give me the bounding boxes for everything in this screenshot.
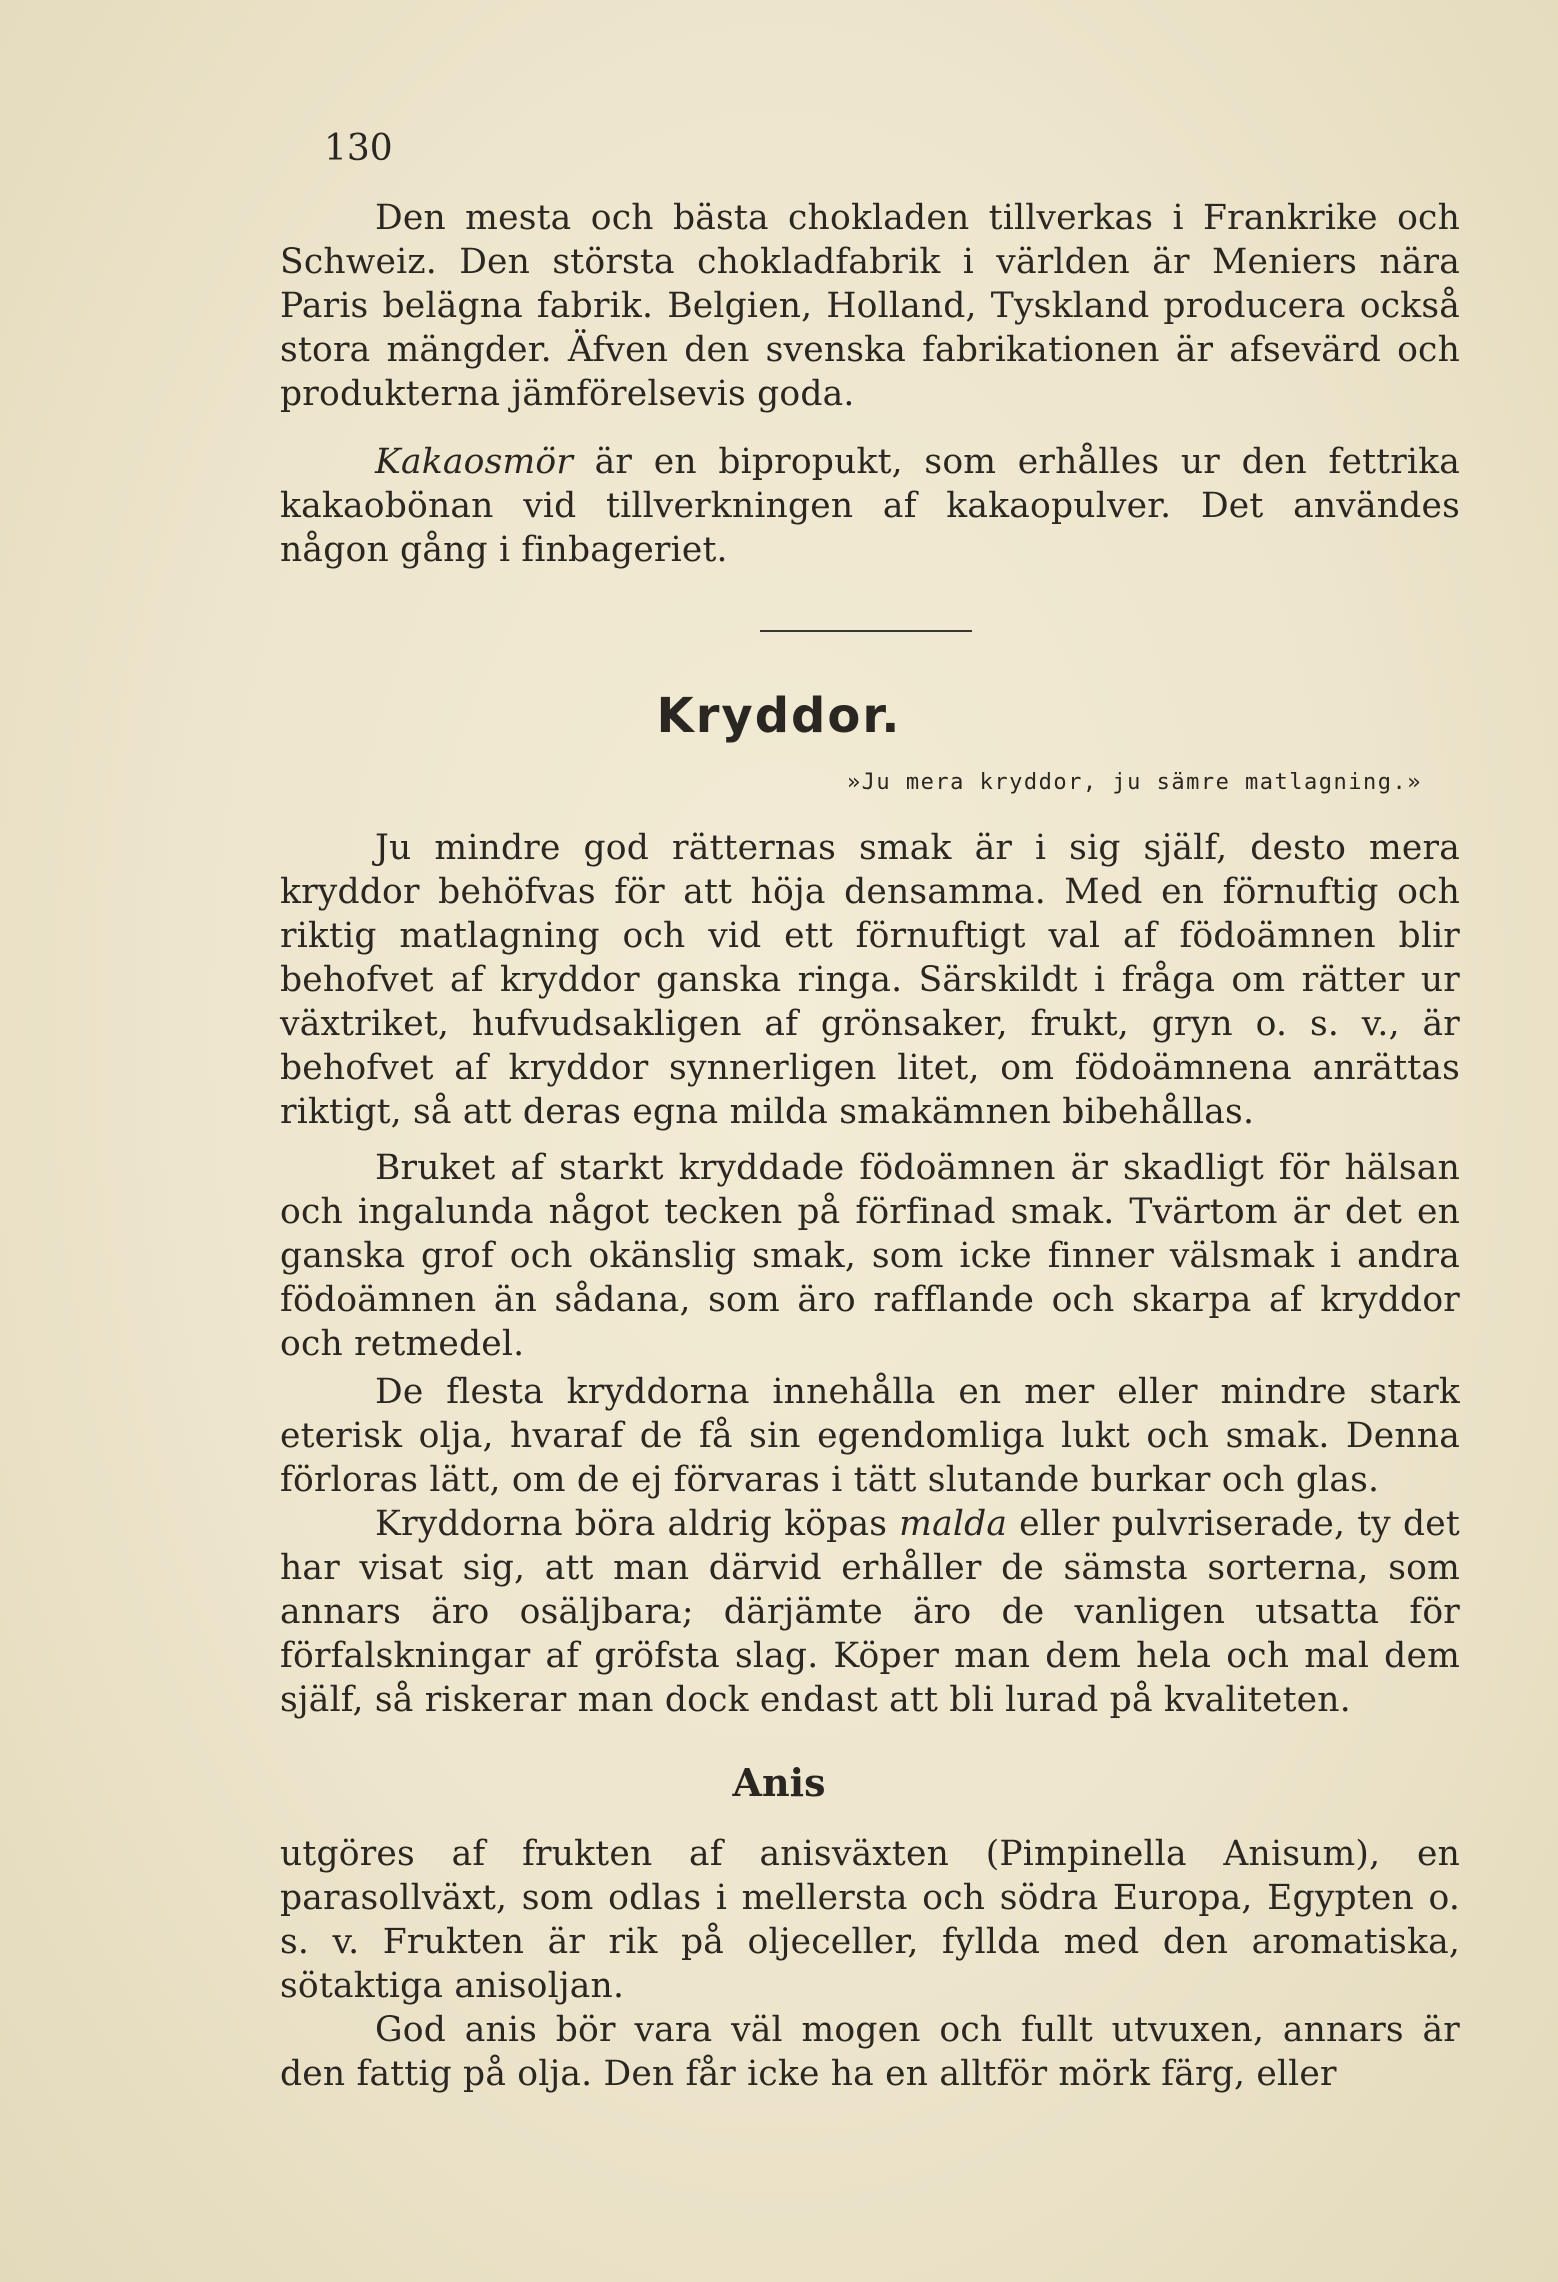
paragraph-kryddor-need	[280, 826, 1460, 1134]
section-divider	[760, 630, 972, 632]
paragraph-text: utgöres af frukten af anisväxten (Pimpinella Anisum), en parasollväxt, som odlas i mellersta och södra Europa, Egypten o. s. v. Frukten är rik på oljeceller, fyllda med den aromatiska, sötaktiga anisoljan.	[280, 1834, 1460, 2006]
paragraph-text: Den mesta och bästa chokladen tillverkas i Frankrike och Schweiz. Den största chokladfabrik i världen är Meniers nära Paris belägna fabrik. Belgien, Holland, Tyskland producera också stora mängder. Äfven den svenska fabrikationen är afsevärd och produkterna jämförelsevis goda.	[280, 198, 1460, 414]
paragraph-text: Bruket af starkt kryddade födoämnen är skadligt för hälsan och ingalunda något tecken på förfinad smak. Tvärtom är det en ganska grof och okänslig smak, som icke finner välsmak i andra födoämnen än sådana, som äro rafflande och skarpa af kryddor och retmedel.	[280, 1148, 1460, 1364]
page-number: 130	[324, 128, 393, 169]
paragraph-text: Ju mindre god rätternas smak är i sig själf, desto mera kryddor behöfvas för att höja densamma. Med en förnuftig och riktig matlagning och vid ett förnuftigt val af födoämnen blir behofvet af kryddor ganska ringa. Särskildt i fråga om rätter ur växtriket, hufvudsakligen af grönsaker, frukt, gryn o. s. v., är behofvet af kryddor synnerligen litet, om födoämnena anrättas riktigt, så att deras egna milda smakämnen bibehållas.	[280, 828, 1460, 1132]
paragraph-text: eller pulvriserade, ty det har visat sig, att man därvid erhåller de sämsta sorterna, som annars äro osäljbara; därjämte äro de vanligen utsatta för förfalskningar af gröfsta slag. Köper man dem hela och mal dem själf, så riskerar man dock endast att bli lurad på kvaliteten.	[280, 1504, 1460, 1720]
paragraph-kryddor-oils	[280, 1370, 1460, 1502]
epigraph-quote: »Ju mera kryddor, ju sämre matlagning.»	[846, 770, 1422, 795]
paragraph-text: är en bipropukt, som erhålles ur den fettrika kakaobönan vid tillverkningen af kakaopulver. Det användes någon gång i finbageriet.	[280, 442, 1460, 570]
subheading-anis: Anis	[732, 1760, 826, 1805]
paragraph-cocoa-butter	[280, 440, 1460, 572]
paragraph-anis-quality	[280, 2008, 1460, 2096]
emphasis-term: malda	[899, 1504, 1008, 1544]
paragraph-text: God anis bör vara väl mogen och fullt utvuxen, annars är den fattig på olja. Den får icke ha en alltför mörk färg, eller	[280, 2010, 1460, 2094]
paragraph-text: De flesta kryddorna innehålla en mer eller mindre stark eterisk olja, hvaraf de få sin egendomliga lukt och smak. Denna förloras lätt, om de ej förvaras i tätt slutande burkar och glas.	[280, 1372, 1460, 1500]
paragraph-text-before: Kryddorna böra aldrig köpas	[375, 1504, 900, 1544]
paragraph-kryddor-buying	[280, 1502, 1460, 1722]
paragraph-chocolate-production	[280, 196, 1460, 416]
section-heading: Kryddor.	[656, 688, 902, 744]
emphasis-term: Kakaosmör	[375, 442, 574, 482]
paragraph-anis-description	[280, 1832, 1460, 2008]
paragraph-kryddor-harmful	[280, 1146, 1460, 1366]
